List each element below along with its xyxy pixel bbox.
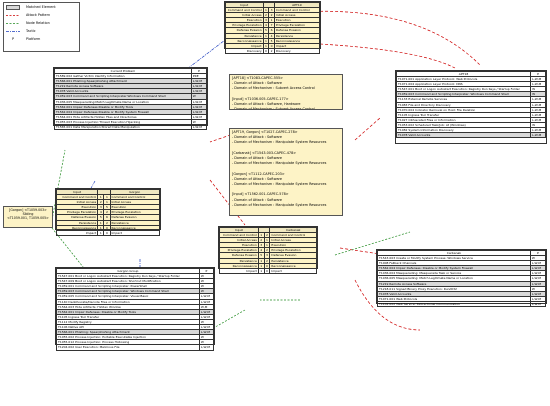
- technique-name: T1562.004 Impair Defenses:Disable or Modify System Firewall: [55, 109, 192, 114]
- technique-platform: W: [531, 92, 546, 97]
- tactic-count: 5: [270, 38, 273, 43]
- tactic-name: Initial Access: [57, 200, 98, 205]
- tactic-name: Defense Evasion: [220, 253, 259, 258]
- tactic-name: Defense Evasion: [274, 28, 319, 33]
- legend-label: Tactic: [26, 29, 36, 33]
- technique-name: T1059.001 Command and Scripting Interpreter: PowerShell: [57, 284, 200, 289]
- note-line: [Input] <T1562.001-CAPEC-578>: [232, 192, 289, 197]
- tactic-count: 1: [264, 8, 267, 13]
- group-title: APT18: [397, 72, 531, 77]
- technique-name: T1059.003 Command and Scripting Interpreter: Windows Command Shell: [57, 289, 200, 294]
- technique-platform: L,W,M: [530, 266, 545, 271]
- technique-platform: L,W,M: [191, 79, 206, 84]
- technique-row: [378, 301, 546, 306]
- tactic-header-input: Input: [226, 3, 264, 8]
- tactic-name: Command and Control: [270, 233, 317, 238]
- tactic-name: Impact: [270, 268, 317, 273]
- tactic-row: [57, 230, 160, 235]
- tactic-header-input: Input: [57, 190, 98, 195]
- technique-name: T1078 Valid Accounts: [397, 133, 531, 138]
- technique-platform: W: [530, 256, 545, 261]
- tactic-count: 4: [98, 210, 104, 215]
- node-relation-swatch: [6, 22, 20, 25]
- tactic-count: 2: [270, 48, 273, 53]
- tactic-name: Execution: [270, 243, 317, 248]
- technique-platform: L,W,M: [531, 77, 546, 82]
- tactic-count: 4: [264, 23, 267, 28]
- tactic-name: Defense Evasion: [110, 215, 159, 220]
- technique-platform: L,W,M: [199, 309, 213, 314]
- note-line: - Domain of Attack : Software, Hardware: [232, 102, 301, 107]
- technique-name: T1219 Remote Access Software: [55, 84, 192, 89]
- tactic-name: Privilege Escalation: [57, 210, 98, 215]
- technique-platform: W: [199, 284, 213, 289]
- technique-platform: L,W,M: [191, 89, 206, 94]
- tactic-header-group: Carbanak: [270, 228, 317, 233]
- technique-name: T1140 Deobfuscate/Decode Files or Information: [57, 299, 200, 304]
- technique-platform: W: [531, 87, 546, 92]
- tactic-name: Defense Evasion: [57, 215, 98, 220]
- technique-name: T1219 Remote Access Software: [378, 281, 531, 286]
- tactic-name: Initial Access: [270, 238, 317, 243]
- note-line: - Domain of Attack : Software: [232, 135, 282, 140]
- legend-item-platform: [4, 35, 79, 43]
- tactic-count: 2: [104, 210, 110, 215]
- note-line: - Domain of Mechanism : Manipulate System Resources: [232, 202, 327, 207]
- note-line: [APT19, Gorgon] <T1027-CAPEC-278>: [232, 130, 298, 134]
- tactic-count: 1: [98, 225, 104, 230]
- node-relation-line: [210, 310, 245, 330]
- tactic-name: Reconnaissance: [220, 263, 259, 268]
- note-line: [Gorgon] <T1059.003>: [9, 208, 47, 212]
- tactic-count: 2: [266, 233, 268, 238]
- group-title: Current Problem: [55, 69, 192, 74]
- note-line: - Domain of Mechanism : Subvert Access Control: [232, 86, 315, 91]
- tactic-name: Impact: [57, 230, 98, 235]
- tactic-name: Command and Control: [110, 195, 159, 200]
- technique-name: T1105 Ingress Tool Transfer: [57, 314, 200, 319]
- note-line: Sibling: [22, 212, 34, 217]
- tactic-count: 1: [266, 243, 268, 248]
- technique-platform: L,W,M: [530, 276, 545, 281]
- technique-platform: L,W,M: [191, 99, 206, 104]
- tactic-count: 1: [98, 230, 104, 235]
- tactic-count: 1: [270, 18, 273, 23]
- attack-pattern-line: [355, 118, 380, 140]
- technique-name: T1589.002 Gather Victim Identity Information: [55, 74, 192, 79]
- tactic-count: 2: [104, 220, 110, 225]
- note-line: - Domain of Mechanism : Manipulate System Resources: [232, 161, 327, 166]
- technique-name: T1106 Native API: [57, 325, 200, 330]
- tactic-count: 1: [260, 258, 263, 263]
- technique-name: T1055.002 Process Injection: Portable Executable Injection: [57, 335, 200, 340]
- technique-name: T1059.003 Command and Scripting Interpreter:Windows Command Shell: [55, 94, 192, 99]
- note-line: - Domain of Mechanism : Manipulate System Resources: [232, 140, 327, 145]
- note-apt19-capec: [229, 128, 343, 216]
- technique-platform: W: [199, 340, 213, 345]
- tactic-name: Privilege Escalation: [270, 248, 317, 253]
- technique-name: T1112 Modify Registry: [57, 319, 200, 324]
- note-apt18-capec: [229, 74, 343, 110]
- technique-platform: L,W,M: [199, 294, 213, 299]
- tactic-count: 2: [260, 238, 263, 243]
- tactic-name: Persistence: [226, 33, 264, 38]
- tactic-count: 0: [270, 43, 273, 48]
- technique-name: T1036.005 Masquerading:Match Legitimate Name or Location: [55, 99, 192, 104]
- technique-platform: L,W,M: [199, 325, 213, 330]
- technique-platform: L,W,M: [191, 125, 206, 130]
- tactic-count: 3: [270, 8, 273, 13]
- tactic-header-group: APT19: [274, 3, 319, 8]
- tactic-name: Defense Evasion: [270, 253, 317, 258]
- tactic-swatch: [6, 30, 20, 33]
- tactic-count: 3: [266, 253, 268, 258]
- tactic-name: Execution: [274, 18, 319, 23]
- technique-platform: L,W,M: [191, 84, 206, 89]
- tactic-name: Execution: [226, 18, 264, 23]
- technique-name: T1059.003 Command and Scripting Interpreter: Windows Command Shell: [397, 92, 531, 97]
- technique-platform: L,W,M: [199, 314, 213, 319]
- technique-platform: W: [199, 279, 213, 284]
- technique-name: T1071.001 Application Layer Protocol: Web Protocols: [397, 77, 531, 82]
- attack-pattern-line: [320, 44, 455, 68]
- tactic-count: 2: [266, 248, 268, 253]
- technique-name: T1036.004 Masquerading: Masquerade Task or Service: [378, 271, 531, 276]
- carbanak-tactic-table: [218, 226, 318, 273]
- technique-name: T1071.004 Application Layer Protocol: DNS: [397, 82, 531, 87]
- tactic-name: Impact: [110, 230, 159, 235]
- note-gorgon-sibling: [3, 206, 53, 228]
- technique-platform: W: [531, 122, 546, 127]
- apt18-table: [395, 70, 547, 144]
- technique-platform: L,W,M: [531, 102, 546, 107]
- tactic-count: 5: [98, 215, 104, 220]
- technique-platform: L,W,M: [531, 97, 546, 102]
- legend-item-tactic: [4, 27, 79, 35]
- tactic-row: [220, 268, 317, 273]
- tactic-count: 3: [98, 205, 104, 210]
- technique-platform: L,W,M: [530, 291, 545, 296]
- legend-item-node: [4, 19, 79, 27]
- note-line: [Input] <T1036.005-CAPEC-177>: [232, 96, 289, 101]
- technique-platform: L,W,M: [530, 281, 545, 286]
- tactic-name: Execution: [110, 205, 159, 210]
- note-line: - Domain of Attack : Software: [232, 156, 282, 161]
- technique-name: T1566.001 Phishing:Spearphishing Attachment: [55, 79, 192, 84]
- technique-name: T1036.005 Masquerading: Match Legitimate Name or Location: [378, 276, 531, 281]
- tactic-count: 4: [260, 248, 263, 253]
- tactic-name: Initial Access: [226, 13, 264, 18]
- technique-platform: L,W,M: [531, 82, 546, 87]
- tactic-count: 5: [104, 205, 110, 210]
- legend-label: Node Relation: [26, 21, 50, 25]
- technique-platform: L,W,M: [531, 107, 546, 112]
- technique-platform: L,W,M: [191, 114, 206, 119]
- tactic-header-input: Input: [220, 228, 259, 233]
- platform-header: P: [531, 72, 546, 77]
- tactic-name: Persistence: [220, 258, 259, 263]
- technique-platform: W: [199, 335, 213, 340]
- tactic-count: 6: [104, 215, 110, 220]
- technique-name: T1078 Valid Accounts: [378, 291, 531, 296]
- technique-name: T1055.003 Process Injection:Thread Execution Hijacking: [55, 119, 192, 124]
- technique-name: T1055.012 Process Injection: Process Hollowing: [57, 340, 200, 345]
- technique-name: T1204.002 User Execution: Malicious File: [57, 345, 200, 350]
- tactic-count: 1: [260, 268, 263, 273]
- legend-item-matched: [4, 3, 79, 11]
- tactic-name: Persistence: [110, 220, 159, 225]
- tactic-count: 1: [264, 33, 267, 38]
- technique-platform: W: [199, 289, 213, 294]
- tactic-name: Reconnaissance: [57, 225, 98, 230]
- technique-platform: L,W,M: [191, 109, 206, 114]
- tactic-name: Persistence: [57, 220, 98, 225]
- technique-name: T1082 System Information Discovery: [397, 128, 531, 133]
- tactic-name: Execution: [220, 243, 259, 248]
- technique-platform: L,W,M: [530, 271, 545, 276]
- tactic-row: [226, 8, 320, 13]
- technique-name: T1547.001 Boot or Logon Autostart Execution: Registry Run Keys / Startup Folder: [397, 87, 531, 92]
- tactic-name: Reconnaissance: [274, 38, 319, 43]
- technique-platform: L,W,M: [199, 345, 213, 350]
- group-title: Gorgon Group: [57, 269, 200, 274]
- note-line: [Gorgon] <T1112-CAPEC-203>: [232, 171, 285, 176]
- legend-label: Platform: [26, 37, 41, 41]
- tactic-name: Privilege Escalation: [220, 248, 259, 253]
- technique-platform: L,W,M: [530, 261, 545, 266]
- technique-name: T1059.005 Command and Scripting Interpreter: Visual Basic: [57, 294, 200, 299]
- tactic-count: 1: [266, 238, 268, 243]
- tactic-count: 1: [98, 195, 104, 200]
- technique-name: T1078 Valid Accounts: [55, 89, 192, 94]
- tactic-count: 0: [104, 230, 110, 235]
- tactic-count: 2: [264, 13, 267, 18]
- technique-name: T1565.001 Data Manipulation:Stored Data Manipulation: [55, 125, 192, 130]
- apt19-tactic-table: [224, 1, 321, 53]
- technique-name: T1218.011 Signed Binary Proxy Execution: Rundll32: [378, 286, 531, 291]
- technique-platform: W: [199, 319, 213, 324]
- technique-platform: L,W,M: [531, 117, 546, 122]
- technique-name: T1102.002 Web Service: Bidirectional Communication: [378, 301, 531, 306]
- technique-platform: L,W,M: [199, 330, 213, 335]
- platform-header: P: [199, 269, 213, 274]
- technique-platform: W: [530, 286, 545, 291]
- tactic-count: 0: [266, 268, 268, 273]
- technique-name: T1547.001 Boot or Logon Autostart Execution: Registry Run Keys / Startup Folder: [57, 274, 200, 279]
- technique-platform: L,W,M: [199, 299, 213, 304]
- note-line: <T1059.001, T1059.005>: [7, 216, 49, 221]
- platform-key: P: [11, 37, 15, 41]
- tactic-count: 5: [260, 253, 263, 258]
- tactic-name: Initial Access: [110, 200, 159, 205]
- technique-name: T1564.003 Hide Artifacts: Hidden Window: [57, 304, 200, 309]
- technique-name: T1008 Fallback Channels: [378, 261, 531, 266]
- attack-pattern-line: [300, 11, 480, 65]
- tactic-name: Command and Control: [57, 195, 98, 200]
- gorgon-group-table: [55, 267, 215, 350]
- technique-name: T1562.001 Impair Defenses: Disable or Modify Tools: [57, 309, 200, 314]
- technique-platform: L,W,M: [191, 104, 206, 109]
- tactic-count: 0: [104, 225, 110, 230]
- technique-platform: L,W,M: [531, 128, 546, 133]
- tactic-name: Impact: [226, 43, 264, 48]
- technique-platform: L,W,M: [531, 112, 546, 117]
- tactic-count: 1: [260, 233, 263, 238]
- tactic-count: 6: [270, 28, 273, 33]
- tactic-count: 0: [266, 263, 268, 268]
- tactic-count: 2: [98, 200, 104, 205]
- note-line: - Domain of Mechanism : Manipulate System Resources: [232, 182, 327, 187]
- tactic-name: Command and Control: [274, 8, 319, 13]
- platform-header: P: [530, 251, 545, 256]
- tactic-name: Persistence: [274, 33, 319, 38]
- tactic-name: Discovery: [274, 48, 319, 53]
- tactic-name: Impact: [274, 43, 319, 48]
- platform-header: P: [191, 69, 206, 74]
- technique-row: [55, 125, 207, 130]
- note-line: - Domain of Attack : Software: [232, 197, 282, 202]
- tactic-name: Privilege Escalation: [274, 23, 319, 28]
- technique-name: T1053.002 Scheduled Task/Job: At (Windows): [397, 122, 531, 127]
- technique-platform: PRE: [191, 74, 206, 79]
- technique-name: T1547.009 Boot or Logon Autostart Execution: Shortcut Modification: [57, 279, 200, 284]
- technique-row: [57, 345, 214, 350]
- tactic-name: Reconnaissance: [270, 263, 317, 268]
- matched-swatch: [6, 5, 20, 10]
- legend-label: Matched Element: [26, 5, 56, 9]
- tactic-name: Reconnaissance: [110, 225, 159, 230]
- tactic-count: 1: [104, 200, 110, 205]
- tactic-count: 4: [270, 33, 273, 38]
- tactic-row: [226, 48, 320, 53]
- note-line: - Domain of Attack : Software: [232, 81, 282, 86]
- note-line: [APT18] <T1083-CAPEC-555>: [232, 76, 284, 80]
- legend: [3, 2, 80, 52]
- tactic-count: 2: [266, 258, 268, 263]
- tactic-count: 3: [264, 18, 267, 23]
- attack-pattern-swatch: [6, 14, 20, 17]
- tactic-name: Persistence: [270, 258, 317, 263]
- tactic-count: 3: [260, 243, 263, 248]
- technique-platform: W: [191, 94, 206, 99]
- carbanak-table: [376, 249, 547, 304]
- tactic-count: 1: [104, 195, 110, 200]
- group-title: Carbanak: [378, 251, 531, 256]
- tactic-count: 5: [264, 28, 267, 33]
- tactic-count: 2: [270, 13, 273, 18]
- tactic-count: 1: [264, 38, 267, 43]
- tactic-name: Privilege Escalation: [110, 210, 159, 215]
- technique-name: T1105 Ingress Tool Transfer: [397, 112, 531, 117]
- technique-name: T1566.001 Phishing: Spearphishing Attachment: [57, 330, 200, 335]
- tactic-count: 7: [270, 23, 273, 28]
- note-line: - Domain of Mechanism : Subvert Access Control: [232, 107, 315, 110]
- technique-row: [397, 133, 546, 138]
- technique-platform: L,W,M: [531, 133, 546, 138]
- tactic-name: Reconnaissance: [226, 38, 264, 43]
- technique-platform: W: [199, 274, 213, 279]
- technique-name: T1562.004 Impair Defenses: Disable or Modify System Firewall: [378, 266, 531, 271]
- tactic-name: Execution: [57, 205, 98, 210]
- technique-name: T1071.001 Web Protocols: [378, 296, 531, 301]
- tactic-name: Initial Access: [220, 238, 259, 243]
- technique-name: T1027 Obfuscated Files or Information: [397, 117, 531, 122]
- tactic-count: 1: [260, 263, 263, 268]
- technique-name: T1133 External Remote Services: [397, 97, 531, 102]
- technique-name: T1070.004 Indicator Removal on Host: File Deletion: [397, 107, 531, 112]
- technique-name: T1562.001 Impair Defenses:Disable or Modify Tools: [55, 104, 192, 109]
- current-problem-table: [53, 67, 208, 130]
- tactic-name: Defense Evasion: [226, 28, 264, 33]
- technique-platform: L,W,M: [530, 301, 545, 306]
- tactic-name: Command and Control: [220, 233, 259, 238]
- technique-platform: L,W,M: [530, 296, 545, 301]
- note-line: - Domain of Attack : Software: [232, 176, 282, 181]
- tactic-header-group: Gorgon: [110, 190, 159, 195]
- legend-label: Attack Pattern: [26, 13, 51, 17]
- tactic-name: Discovery: [226, 48, 264, 53]
- tactic-count: 1: [264, 43, 267, 48]
- technique-name: T1564.001 Hide Artifacts:Hidden Files and Directories: [55, 114, 192, 119]
- note-line: [Carbanak] <T1543.003-CAPEC-478>: [232, 150, 297, 155]
- tactic-count: 1: [98, 220, 104, 225]
- gorgon-tactic-table: [55, 188, 161, 235]
- tactic-count: 0: [264, 48, 267, 53]
- tactic-name: Command and Control: [226, 8, 264, 13]
- technique-platform: W: [191, 119, 206, 124]
- technique-platform: W,M: [199, 304, 213, 309]
- legend-item-attack: [4, 11, 79, 19]
- tactic-name: Privilege Escalation: [226, 23, 264, 28]
- technique-name: T1083 File and Directory Discovery: [397, 102, 531, 107]
- technique-name: T1543.003 Create or Modify System Process: Windows Service: [378, 256, 531, 261]
- tactic-name: Initial Access: [274, 13, 319, 18]
- tactic-name: Impact: [220, 268, 259, 273]
